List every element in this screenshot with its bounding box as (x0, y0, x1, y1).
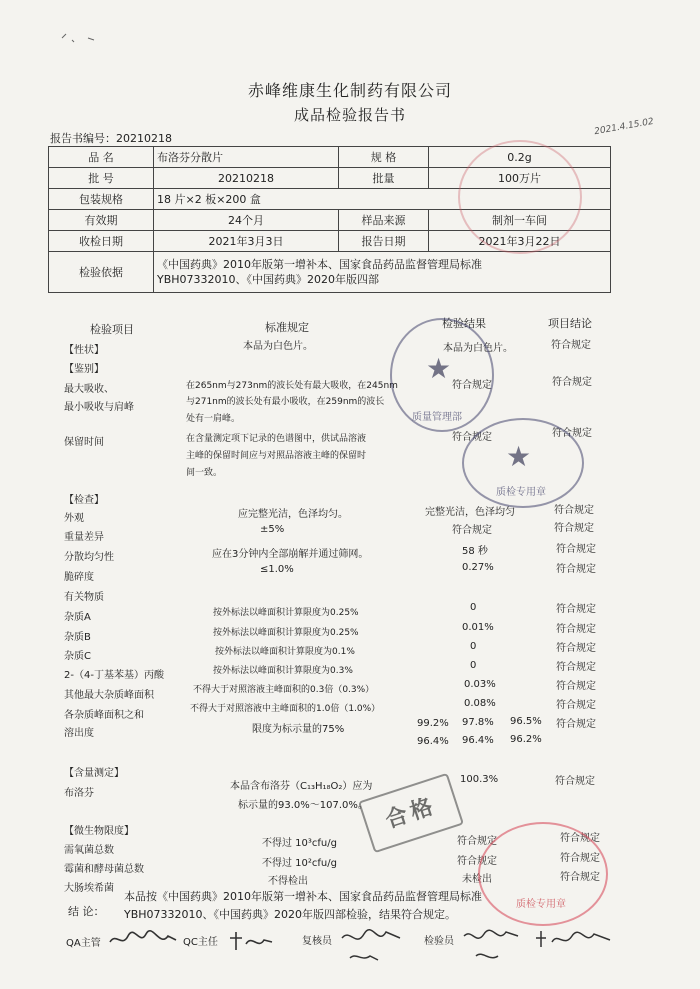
impurity-a-standard: 按外标法以峰面积计算限度为0.25% (213, 608, 359, 618)
conclusion-line-1: 本品按《中国药典》2010年版第一增补本、国家食品药品监督管理局标准 (124, 890, 482, 903)
basis-label: 检验依据 (49, 252, 154, 293)
weight-result: 符合规定 (452, 525, 492, 536)
impurity-sum-item: 各杂质峰面积之和 (64, 710, 144, 721)
assay-standard-2: 标示量的93.0%～107.0%。 (238, 800, 368, 811)
impurity-c-result: 0 (470, 641, 477, 652)
document-title: 成品检验报告书 (293, 106, 406, 124)
impurity-b-result: 0.01% (462, 622, 494, 633)
uv-item-1: 最大吸收、 (64, 384, 114, 395)
rt-standard-3: 间一致。 (186, 468, 223, 478)
col-conclusion-header: 项目结论 (548, 317, 592, 330)
impurity-2-item: 2-（4-丁基苯基）丙酸 (64, 670, 164, 681)
character-standard: 本品为白色片。 (243, 341, 313, 352)
impurity-2-standard: 按外标法以峰面积计算限度为0.3% (213, 666, 353, 676)
report-number-label: 报告书编号： (50, 132, 116, 145)
batch-value: 20210218 (154, 168, 339, 189)
col-result-header: 检验结果 (442, 317, 486, 330)
conclusion-line-2: YBH07332010、《中国药典》2020年版四部检验，结果符合规定。 (124, 908, 457, 921)
impurity-sum-conclusion: 符合规定 (556, 700, 596, 711)
qa-department-stamp-text: 质量管理部 (412, 412, 462, 423)
impurity-a-conclusion: 符合规定 (556, 604, 596, 615)
star-icon: ★ (426, 352, 452, 385)
inspector-signature-2 (534, 928, 614, 954)
spec-value: 0.2g (429, 147, 611, 168)
mold-conclusion: 符合规定 (560, 853, 600, 864)
impurity-a-result: 0 (470, 602, 477, 613)
weight-standard: ±5% (260, 524, 285, 535)
quantity-label: 批量 (339, 168, 429, 189)
uv-standard-1: 在265nm与273nm的波长处有最大吸收，在245nm (186, 381, 398, 391)
mold-standard: 不得过 10²cfu/g (262, 858, 337, 869)
appearance-result: 完整光洁，色泽均匀 (425, 507, 515, 518)
pass-stamp-text: 合格 (382, 793, 440, 834)
reviewer-signature (340, 926, 404, 970)
col-item-header: 检验项目 (90, 323, 134, 336)
disperse-conclusion: 符合规定 (556, 544, 596, 555)
section-assay: 【含量测定】 (64, 768, 124, 779)
appearance-standard: 应完整光洁，色泽均匀。 (238, 509, 348, 520)
quantity-value: 100万片 (429, 168, 611, 189)
star-icon: ★ (506, 440, 532, 473)
rt-result: 符合规定 (452, 432, 492, 443)
scan-mark (60, 30, 100, 49)
uv-item-2: 最小吸收与肩峰 (64, 402, 134, 413)
seal-stamp-top (458, 140, 582, 254)
weight-conclusion: 符合规定 (554, 523, 594, 534)
pass-stamp (358, 773, 464, 853)
max-single-impurity-result: 0.03% (464, 679, 496, 690)
ecoli-conclusion: 符合规定 (560, 872, 600, 883)
rt-conclusion: 符合规定 (552, 428, 592, 439)
col-standard-header: 标准规定 (265, 321, 309, 334)
impurity-c-item: 杂质C (64, 651, 91, 662)
friability-standard: ≤1.0% (260, 564, 294, 575)
received-date-label: 收检日期 (49, 231, 154, 252)
ecoli-standard: 不得检出 (268, 876, 308, 887)
character-result: 本品为白色片。 (443, 343, 513, 354)
appearance-conclusion: 符合规定 (554, 505, 594, 516)
impurity-b-standard: 按外标法以峰面积计算限度为0.25% (213, 628, 359, 638)
dissolution-result-4: 96.4% (417, 736, 449, 747)
related-substances-item: 有关物质 (64, 592, 104, 603)
impurity-sum-standard: 不得大于对照溶液中主峰面积的1.0倍（1.0%） (190, 704, 381, 714)
dissolution-result-2: 97.8% (462, 717, 494, 728)
report-number (50, 130, 172, 146)
character-conclusion: 符合规定 (551, 340, 591, 351)
quality-seal-stamp-text: 质检专用章 (496, 487, 546, 498)
max-single-impurity-conclusion: 符合规定 (556, 681, 596, 692)
margin-note: 2021.4.15.02 (593, 116, 655, 138)
disperse-result: 58 秒 (462, 546, 488, 557)
assay-result: 100.3% (460, 774, 499, 785)
impurity-2-result: 0 (470, 660, 477, 671)
aerobic-standard: 不得过 10³cfu/g (262, 838, 337, 849)
source-label: 样品来源 (339, 210, 429, 231)
rt-standard-1: 在含量测定项下记录的色谱图中，供试品溶液 (186, 434, 367, 444)
inspector-signature-1 (462, 926, 522, 970)
impurity-b-conclusion: 符合规定 (556, 624, 596, 635)
impurity-c-conclusion: 符合规定 (556, 643, 596, 654)
uv-standard-3: 处有一肩峰。 (186, 414, 241, 424)
source-value: 制剂一车间 (429, 210, 611, 231)
product-value: 布洛芬分散片 (154, 147, 339, 168)
uv-standard-2: 与271nm的波长处有最小吸收，在259nm的波长 (186, 397, 385, 407)
validity-value: 24个月 (154, 210, 339, 231)
assay-standard-1: 本品含布洛芬（C₁₃H₁₈O₂）应为 (230, 781, 373, 792)
batch-label: 批 号 (49, 168, 154, 189)
appearance-item: 外观 (64, 513, 84, 524)
impurity-sum-result: 0.08% (464, 698, 496, 709)
max-single-impurity-standard: 不得大于对照溶液主峰面积的0.3倍（0.3%） (193, 685, 375, 695)
qa-manager-signature (108, 928, 178, 954)
aerobic-conclusion: 符合规定 (560, 833, 600, 844)
dissolution-result-6: 96.2% (510, 734, 542, 745)
red-quality-seal (478, 822, 608, 926)
uv-result: 符合规定 (452, 380, 492, 391)
qc-director-signature (228, 930, 274, 956)
package-value: 18 片×2 板×200 盒 (154, 189, 611, 210)
conclusion-label: 结 论： (68, 905, 105, 918)
friability-result: 0.27% (462, 562, 494, 573)
assay-item: 布洛芬 (64, 788, 94, 799)
section-inspection: 【检查】 (64, 495, 104, 506)
aerobic-item: 需氧菌总数 (64, 845, 114, 856)
mold-result: 符合规定 (457, 856, 497, 867)
report-number-value: 20210218 (116, 132, 172, 145)
product-label: 品 名 (49, 147, 154, 168)
basis-line-2: YBH07332010、《中国药典》2020年版四部 (157, 273, 380, 286)
uv-conclusion: 符合规定 (552, 377, 592, 388)
aerobic-result: 符合规定 (457, 836, 497, 847)
friability-conclusion: 符合规定 (556, 564, 596, 575)
qa-manager-label: QA主管 (66, 938, 101, 949)
section-microbe: 【微生物限度】 (64, 826, 134, 837)
impurity-b-item: 杂质B (64, 632, 91, 643)
dissolution-result-5: 96.4% (462, 735, 494, 746)
spec-label: 规 格 (339, 147, 429, 168)
assay-conclusion: 符合规定 (555, 776, 595, 787)
impurity-2-conclusion: 符合规定 (556, 662, 596, 673)
package-label: 包装规格 (49, 189, 154, 210)
dissolution-standard: 限度为标示量的75% (252, 724, 345, 735)
friability-item: 脆碎度 (64, 572, 94, 583)
mold-item: 霉菌和酵母菌总数 (64, 864, 144, 875)
section-character: 【性状】 (64, 345, 104, 356)
disperse-standard: 应在3分钟内全部崩解并通过筛网。 (212, 549, 369, 560)
rt-standard-2: 主峰的保留时间应与对照品溶液主峰的保留时 (186, 451, 367, 461)
section-identification: 【鉴别】 (64, 364, 104, 375)
dissolution-conclusion: 符合规定 (556, 719, 596, 730)
report-date-value: 2021年3月22日 (429, 231, 611, 252)
validity-label: 有效期 (49, 210, 154, 231)
impurity-a-item: 杂质A (64, 612, 91, 623)
report-date-label: 报告日期 (339, 231, 429, 252)
ecoli-item: 大肠埃希菌 (64, 883, 114, 894)
inspector-label: 检验员 (424, 936, 454, 947)
rt-item: 保留时间 (64, 437, 104, 448)
company-name: 赤峰维康生化制药有限公司 (247, 81, 452, 100)
basis-value (154, 252, 611, 293)
dissolution-item: 溶出度 (64, 728, 94, 739)
ecoli-result: 未检出 (462, 874, 492, 885)
dissolution-result-1: 99.2% (417, 718, 449, 729)
disperse-item: 分散均匀性 (64, 552, 114, 563)
reviewer-label: 复核员 (302, 936, 332, 947)
weight-item: 重量差异 (64, 532, 104, 543)
basis-line-1: 《中国药典》2010年版第一增补本、国家食品药品监督管理局标准 (157, 258, 482, 271)
dissolution-result-3: 96.5% (510, 716, 542, 727)
max-single-impurity-item: 其他最大杂质峰面积 (64, 690, 154, 701)
red-quality-seal-text: 质检专用章 (516, 899, 566, 910)
impurity-c-standard: 按外标法以峰面积计算限度为0.1% (215, 647, 355, 657)
received-date-value: 2021年3月3日 (154, 231, 339, 252)
qc-director-label: QC主任 (183, 937, 218, 948)
